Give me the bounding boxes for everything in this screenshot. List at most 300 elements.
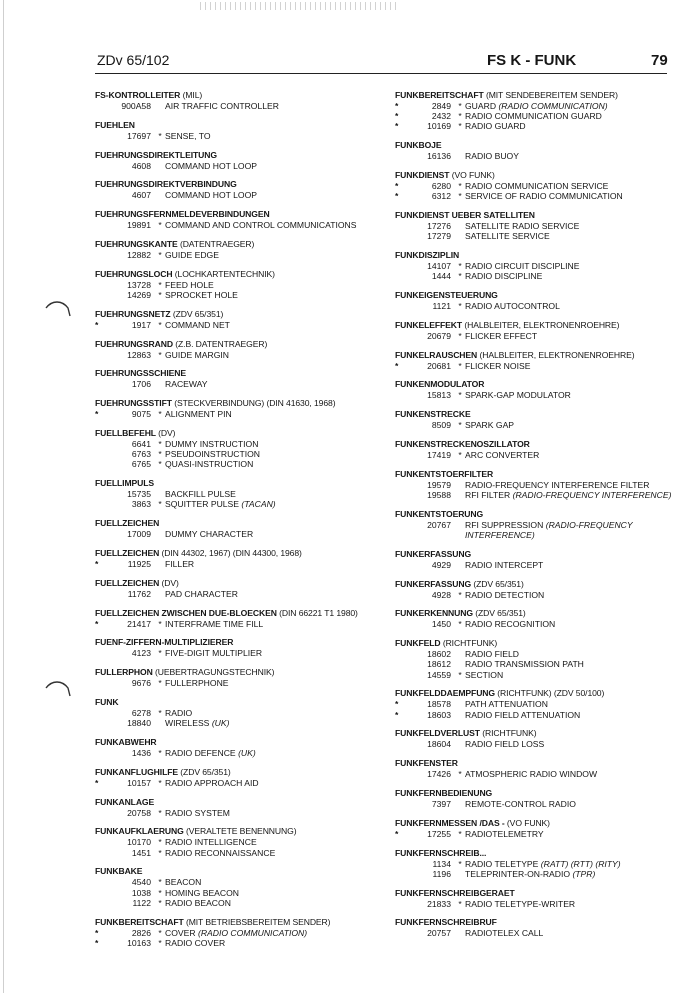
entry-headword (395, 439, 685, 450)
entry-headword (395, 549, 685, 560)
english-term-text: FIVE-DIGIT MULTIPLIER (165, 648, 263, 659)
term-number: 17009 (127, 529, 151, 540)
english-term-text: COMMAND AND CONTROL COMMUNICATIONS (165, 220, 357, 231)
term-number: 14559 (427, 669, 451, 680)
headword-text: FUNKERKENNUNG (395, 608, 473, 619)
margin-marker (395, 899, 403, 909)
english-term (465, 221, 579, 231)
english-term (165, 898, 231, 908)
english-term-text: GUIDE MARGIN (165, 349, 229, 360)
translation-line (95, 678, 385, 688)
term-number: 20757 (427, 928, 451, 939)
headword-text: FUNKBOJE (395, 140, 442, 151)
term-number: 9075 (131, 409, 151, 420)
entry-headword (95, 90, 385, 101)
asterisk-marker: * (458, 121, 462, 132)
translation-line (95, 290, 385, 300)
english-term (165, 379, 208, 389)
entry-headword (395, 320, 685, 331)
english-term (465, 480, 649, 490)
translation-line (95, 898, 385, 908)
margin-marker: * (95, 777, 99, 788)
asterisk-marker: * (158, 777, 162, 788)
english-term (165, 648, 262, 658)
term-number: 4123 (131, 648, 151, 659)
asterisk-marker (455, 739, 465, 749)
translation-line (395, 859, 685, 869)
english-term (165, 559, 194, 569)
term-number: 10169 (427, 121, 451, 132)
translation-line (95, 489, 385, 499)
translation-line (395, 390, 685, 400)
english-term (465, 151, 519, 161)
asterisk-marker: * (158, 449, 162, 460)
term-number: 1122 (132, 897, 151, 908)
glossary-entry (395, 170, 685, 201)
headword-qualifier: (MIT SENDEBEREITEM SENDER) (485, 90, 618, 100)
entry-headword (95, 150, 385, 161)
english-term-text: REMOTE-CONTROL RADIO (465, 798, 576, 809)
term-number: 4608 (131, 160, 151, 171)
translation-line (395, 361, 685, 371)
asterisk-marker: * (458, 301, 462, 311)
english-term-text: COMMAND HOT LOOP (165, 160, 257, 171)
margin-marker (95, 439, 103, 449)
english-term (465, 231, 550, 241)
margin-marker (95, 220, 103, 230)
section-title: FS K - FUNK (487, 52, 577, 69)
margin-marker: * (395, 360, 399, 371)
glossary-entry (395, 579, 685, 600)
entry-headword (395, 818, 685, 829)
headword-text: FUELLZEICHEN (95, 547, 160, 558)
term-number: 12863 (127, 349, 151, 360)
asterisk-marker: * (158, 648, 162, 659)
translation-line (95, 439, 385, 449)
english-term-note: (RATT) (RTT) (RITY) (540, 858, 621, 869)
glossary-entry (395, 608, 685, 629)
asterisk-marker (155, 101, 165, 111)
english-term-text: RADIO COVER (165, 937, 226, 948)
headword-text: FUNKFERNSCHREIBGERAET (395, 887, 515, 898)
term-number: 1451 (131, 847, 151, 858)
headword-text: FUNKFELDVERLUST (395, 728, 480, 739)
headword-text: FUEHRUNGSDIREKTVERBINDUNG (95, 179, 237, 190)
term-number: 17255 (427, 828, 451, 839)
asterisk-marker (455, 799, 465, 809)
entry-headword (395, 409, 685, 420)
margin-marker (95, 250, 103, 260)
english-term (165, 848, 275, 858)
translation-line (95, 161, 385, 171)
asterisk-marker (455, 928, 465, 938)
headword-qualifier: (DATENTRAEGER) (179, 238, 255, 249)
translation-line (395, 739, 685, 749)
entry-headword (95, 737, 385, 748)
term-number: 6280 (431, 181, 451, 191)
left-column (95, 90, 385, 957)
translation-line (95, 708, 385, 718)
margin-marker (395, 420, 403, 430)
margin-marker (395, 301, 403, 311)
glossary-entry (395, 350, 685, 371)
english-term-note: (UK) (211, 718, 230, 729)
entry-headword (395, 140, 685, 151)
headword-text: FUEHRUNGSFERNMELDEVERBINDUNGEN (95, 209, 270, 220)
english-term-text: RADIOTELEMETRY (465, 828, 544, 839)
translation-line (395, 769, 685, 779)
entry-headword (395, 728, 685, 739)
asterisk-marker: * (458, 420, 462, 431)
headword-text: FUELLZEICHEN (95, 518, 160, 529)
asterisk-marker (455, 490, 465, 500)
glossary-entry (395, 917, 685, 938)
headword-text: FUEHRUNGSKANTE (95, 238, 178, 249)
entry-headword (95, 368, 385, 379)
margin-marker (395, 799, 403, 809)
asterisk-marker: * (158, 747, 162, 758)
glossary-entry (95, 548, 385, 569)
translation-line (95, 559, 385, 569)
term-number: 6765 (131, 459, 151, 470)
asterisk-marker: * (458, 261, 462, 271)
glossary-entry (395, 888, 685, 909)
headword-text: FUEHLEN (95, 119, 135, 130)
english-term-text: COMMAND HOT LOOP (165, 190, 257, 201)
asterisk-marker (455, 710, 465, 720)
asterisk-marker: * (458, 669, 462, 680)
glossary-entry (95, 90, 385, 111)
asterisk-marker: * (158, 459, 162, 470)
headword-text: FUNKBAKE (95, 866, 143, 877)
asterisk-marker: * (158, 289, 162, 300)
term-number: 21833 (427, 898, 451, 909)
margin-marker (395, 450, 403, 460)
margin-marker (95, 489, 103, 499)
asterisk-marker: * (158, 707, 162, 718)
asterisk-marker (155, 161, 165, 171)
translation-line (395, 450, 685, 460)
english-term-text: RADIO AUTOCONTROL (465, 301, 560, 311)
asterisk-marker: * (158, 319, 162, 330)
entry-headword (95, 826, 385, 837)
english-term-text: RADIO RECOGNITION (465, 619, 556, 630)
headword-qualifier: (DV) (161, 577, 179, 588)
english-term-text: RADIO TRANSMISSION PATH (465, 659, 584, 670)
english-term-text: GUIDE EDGE (165, 249, 219, 260)
asterisk-marker (455, 659, 465, 669)
term-number: 9676 (131, 678, 151, 689)
entry-headword (95, 209, 385, 220)
entry-headword (95, 797, 385, 808)
asterisk-marker: * (158, 807, 162, 818)
english-term (165, 619, 263, 629)
translation-line (395, 590, 685, 600)
translation-line (95, 449, 385, 459)
glossary-entry (95, 209, 385, 230)
headword-text: FUNKELRAUSCHEN (395, 349, 478, 360)
english-term-note: (RADIO-FREQUENCY INTERFERENCE) (465, 519, 633, 540)
asterisk-marker (455, 649, 465, 659)
term-number: 17279 (427, 231, 451, 242)
english-term-text: COVER (165, 927, 196, 938)
english-term-text: AIR TRAFFIC CONTROLLER (165, 101, 279, 111)
english-term-text: RADIO GUARD (465, 121, 526, 132)
translation-line (395, 271, 685, 281)
margin-marker (95, 290, 103, 300)
margin-marker (395, 221, 403, 231)
english-term (465, 331, 537, 341)
english-term (165, 837, 257, 847)
term-number: 15735 (127, 489, 151, 500)
english-term (165, 161, 257, 171)
headword-qualifier: (VO FUNK) (451, 170, 495, 180)
english-term-text: SECTION (465, 669, 504, 680)
english-term-text: RADIO SYSTEM (165, 807, 230, 818)
headword-text: FUNKANLAGE (95, 796, 155, 807)
translation-line (95, 748, 385, 758)
term-number: 19891 (127, 220, 151, 231)
english-term (465, 420, 514, 430)
glossary-entry (95, 866, 385, 908)
margin-marker (395, 261, 403, 271)
asterisk-marker: * (458, 449, 462, 460)
english-term-note: (UK) (238, 747, 256, 758)
entry-headword (395, 579, 685, 590)
translation-line (395, 649, 685, 659)
english-term-text: TELEPRINTER-ON-RADIO (465, 868, 571, 879)
asterisk-marker: * (458, 181, 462, 191)
english-term (165, 808, 230, 818)
margin-marker: * (395, 191, 399, 202)
margin-marker (95, 877, 103, 887)
entry-headword (395, 688, 685, 699)
entry-headword (395, 848, 685, 859)
glossary-entry (95, 179, 385, 200)
english-term (465, 619, 555, 629)
margin-marker: * (95, 319, 99, 330)
glossary-entry (95, 478, 385, 509)
headword-qualifier: (DIN 66221 T1 1980) (279, 607, 358, 618)
header-rule (95, 73, 667, 74)
margin-marker (95, 161, 103, 171)
term-number: 20679 (427, 330, 451, 341)
entry-headword (95, 608, 385, 619)
english-term-text: FULLERPHONE (165, 678, 229, 689)
translation-line (95, 928, 385, 938)
headword-text: FUNKDIENST UEBER SATELLITEN (395, 210, 535, 220)
english-term (465, 361, 530, 371)
translation-line (95, 190, 385, 200)
margin-marker: * (395, 709, 399, 720)
entry-headword (395, 758, 685, 769)
translation-line (395, 659, 685, 669)
term-number: 900A58 (121, 101, 151, 111)
hole-punch-mark-bottom (44, 678, 76, 704)
margin-marker: * (395, 828, 399, 839)
english-term (165, 938, 225, 948)
translation-line (395, 480, 685, 490)
scan-edge-line (3, 0, 4, 993)
headword-qualifier: (RICHTFUNK) (ZDV 50/100) (497, 688, 605, 699)
english-term-text: RADIO RECONNAISSANCE (165, 847, 276, 858)
term-number: 18612 (427, 659, 451, 670)
english-term-text: INTERFRAME TIME FILL (165, 618, 264, 629)
english-term (165, 250, 219, 260)
headword-text: FS-KONTROLLEITER (95, 90, 181, 100)
translation-line (95, 718, 385, 728)
margin-marker (395, 480, 403, 490)
asterisk-marker: * (158, 130, 162, 141)
english-term (465, 181, 608, 191)
glossary-entry (395, 140, 685, 161)
margin-marker (395, 769, 403, 779)
translation-line (395, 699, 685, 709)
margin-marker (95, 648, 103, 658)
english-term-text: ARC CONVERTER (465, 449, 540, 460)
english-term-note: (RADIO-FREQUENCY INTERFERENCE) (512, 489, 672, 500)
entry-headword (95, 478, 385, 489)
english-term (465, 799, 576, 809)
asterisk-marker: * (158, 927, 162, 938)
term-number: 17697 (127, 130, 151, 141)
margin-marker (395, 560, 403, 570)
translation-line (395, 520, 685, 540)
entry-headword (95, 518, 385, 529)
english-term-text: RADIO FIELD (465, 649, 519, 660)
asterisk-marker: * (158, 438, 162, 449)
translation-line (395, 331, 685, 341)
asterisk-marker: * (458, 360, 462, 371)
english-term-text: FEED HOLE (165, 279, 214, 290)
term-number: 18602 (427, 649, 451, 660)
term-number: 1706 (131, 379, 151, 390)
english-term-text: SENSE, TO (165, 130, 211, 141)
english-term-text: SATELLITE SERVICE (465, 231, 550, 242)
entry-headword (95, 697, 385, 708)
headword-text: FUNKDISZIPLIN (395, 250, 460, 260)
english-term-text: DUMMY CHARACTER (165, 529, 254, 540)
entry-headword (395, 90, 685, 101)
term-number: 6763 (131, 449, 151, 460)
translation-line (95, 250, 385, 260)
translation-line (395, 151, 685, 161)
headword-qualifier: (RICHTFUNK) (442, 638, 498, 649)
asterisk-marker: * (158, 847, 162, 858)
translation-line (395, 869, 685, 879)
asterisk-marker (455, 560, 465, 570)
page-number: 79 (651, 52, 668, 69)
translation-line (95, 848, 385, 858)
translation-line (395, 301, 685, 311)
english-term-text: SATELLITE RADIO SERVICE (465, 221, 580, 231)
english-term-text: RADIO TELETYPE-WRITER (465, 898, 576, 909)
glossary-entry (395, 439, 685, 460)
glossary-entry (395, 379, 685, 400)
term-number: 18840 (127, 718, 151, 729)
translation-line (395, 261, 685, 271)
term-number: 21417 (127, 618, 151, 629)
headword-qualifier: (Z.B. DATENTRAEGER) (175, 338, 268, 349)
english-term (165, 928, 307, 938)
asterisk-marker: * (158, 887, 162, 898)
margin-marker (95, 748, 103, 758)
english-term (465, 590, 544, 600)
term-number: 14269 (127, 289, 151, 300)
glossary-entry (395, 788, 685, 809)
term-number: 4607 (131, 190, 151, 201)
margin-marker (395, 619, 403, 629)
term-number: 1038 (131, 887, 151, 898)
glossary-entry (95, 398, 385, 419)
headword-qualifier: (RICHTFUNK) (482, 728, 537, 739)
asterisk-marker (155, 718, 165, 728)
english-term (465, 739, 544, 749)
asterisk-marker (455, 221, 465, 231)
term-number: 19579 (427, 479, 451, 490)
term-number: 8509 (431, 420, 451, 431)
margin-marker (95, 131, 103, 141)
english-term-text: PAD CHARACTER (165, 588, 238, 599)
margin-marker (395, 271, 403, 281)
glossary-entry (95, 578, 385, 599)
term-number: 1134 (432, 858, 451, 869)
english-term (165, 290, 238, 300)
margin-marker (95, 449, 103, 459)
english-term-text: FILLER (165, 558, 195, 569)
asterisk-marker: * (158, 837, 162, 848)
term-number: 16136 (427, 151, 451, 162)
asterisk-marker: * (458, 828, 462, 839)
term-number: 20767 (427, 519, 451, 530)
translation-line (395, 829, 685, 839)
entry-headword (395, 290, 685, 301)
asterisk-marker: * (158, 877, 162, 888)
english-term (165, 778, 259, 788)
english-term (465, 670, 503, 680)
english-term-text: PSEUDOINSTRUCTION (165, 449, 261, 460)
margin-marker: * (95, 927, 99, 938)
english-term-note: (TACAN) (241, 499, 276, 510)
english-term (165, 220, 356, 230)
headword-text: FUEHRUNGSLOCH (95, 268, 173, 279)
translation-line (95, 648, 385, 658)
headword-qualifier: (HALBLEITER, ELEKTRONENROEHRE) (464, 319, 620, 330)
term-number: 11925 (127, 558, 151, 569)
english-term-text: RADIO APPROACH AID (165, 777, 259, 788)
asterisk-marker: * (158, 220, 162, 231)
term-number: 1917 (131, 319, 151, 330)
glossary-entry (95, 518, 385, 539)
asterisk-marker: * (458, 101, 462, 111)
translation-line (395, 619, 685, 629)
margin-marker (395, 649, 403, 659)
translation-line (95, 409, 385, 419)
glossary-entry (95, 428, 385, 470)
glossary-entry (395, 509, 685, 540)
entry-headword (95, 637, 385, 648)
english-term-text: FLICKER NOISE (465, 360, 531, 371)
headword-text: FUNKENTSTOERFILTER (395, 468, 494, 479)
margin-marker (95, 499, 103, 509)
english-term-text: RADIO INTERCEPT (465, 559, 544, 570)
glossary-entry (395, 469, 685, 500)
english-term (165, 320, 230, 330)
asterisk-marker: * (458, 589, 462, 600)
translation-line (395, 121, 685, 131)
term-number: 10170 (127, 837, 151, 848)
margin-marker (395, 590, 403, 600)
